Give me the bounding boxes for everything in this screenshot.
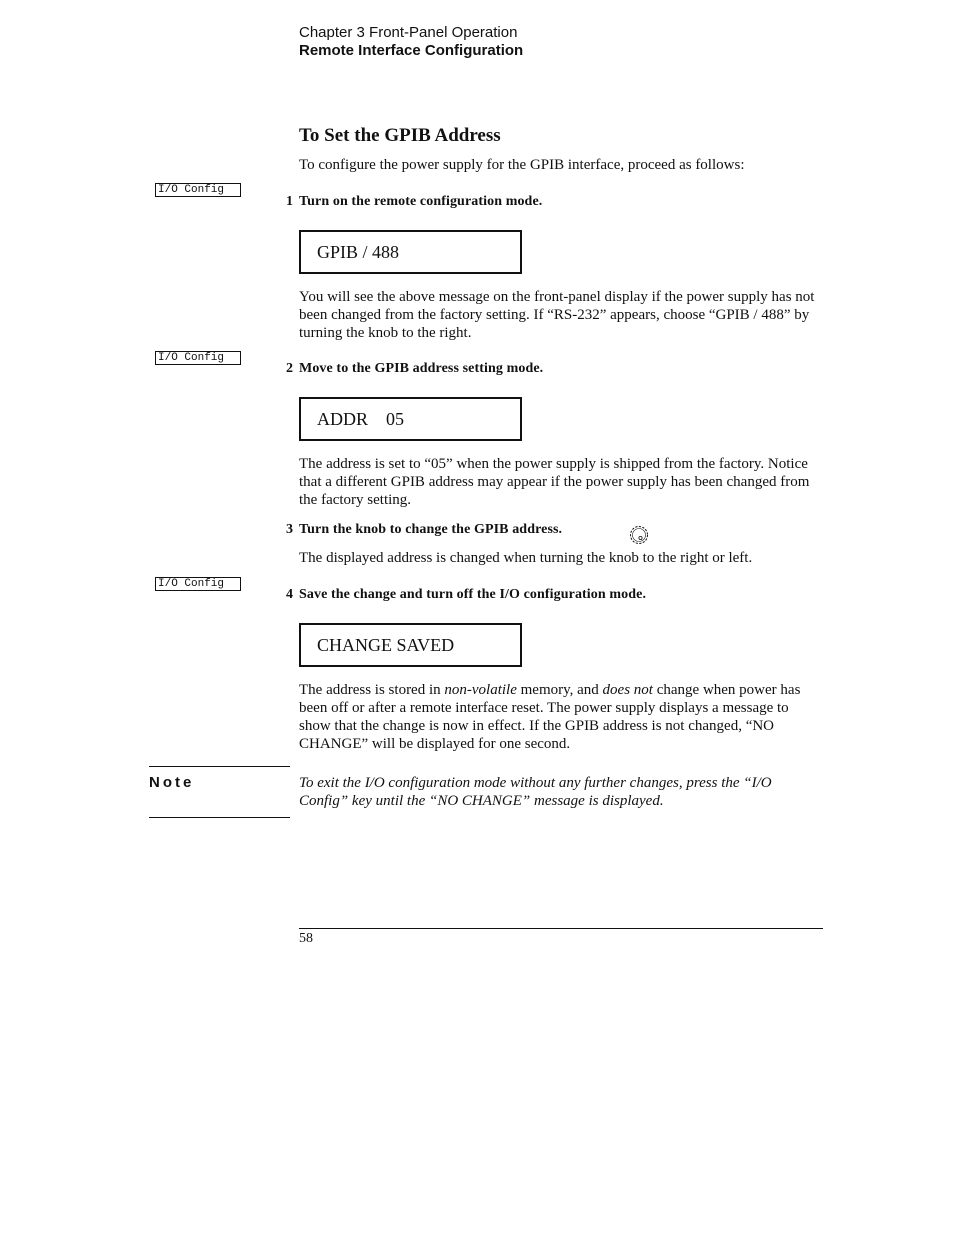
- paragraph-4-part-b: memory, and: [516, 682, 603, 698]
- knob-icon: [629, 525, 649, 550]
- note-bottom-rule: [149, 817, 290, 818]
- chapter-header: Chapter 3 Front-Panel Operation: [299, 24, 518, 41]
- step-text-4: Save the change and turn off the I/O configuration mode.: [299, 587, 647, 602]
- paragraph-4: [299, 681, 824, 753]
- paragraph-4-emphasis-2: does not: [602, 682, 653, 698]
- note-label: Note: [149, 774, 195, 791]
- paragraph-4-emphasis-1: non-volatile: [444, 682, 517, 698]
- page-title: To Set the GPIB Address: [299, 125, 501, 146]
- display-gpib: GPIB / 488: [299, 230, 522, 274]
- step-number-3: 3: [286, 522, 293, 537]
- step-text-1: Turn on the remote configuration mode.: [299, 194, 543, 209]
- footer-rule: [299, 928, 823, 929]
- note-top-rule: [149, 766, 290, 767]
- paragraph-4-part-c: change when power has been off or after a remote interface reset. The power supply displays a message to show that the change is now in effect. If the GPIB address is not changed, “NO CHANGE” will be displayed for one second.: [299, 682, 801, 752]
- display-change-saved: CHANGE SAVED: [299, 623, 522, 667]
- section-header: Remote Interface Configuration: [299, 42, 524, 59]
- note-text: To exit the I/O configuration mode without any further changes, press the “I/O Config” key until the “NO CHANGE” message is displayed.: [299, 775, 772, 809]
- io-config-key-3: I/O Config: [155, 577, 241, 591]
- step-number-2: 2: [286, 361, 293, 376]
- page-number: 58: [299, 931, 313, 946]
- step-text-3: Turn the knob to change the GPIB address.: [299, 522, 563, 537]
- step-text-2: Move to the GPIB address setting mode.: [299, 361, 544, 376]
- step-number-4: 4: [286, 587, 293, 602]
- io-config-key-2: I/O Config: [155, 351, 241, 365]
- paragraph-1: You will see the above message on the front-panel display if the power supply has not been changed from the factory setting. If “RS-232” appears, choose “GPIB / 488” by turning the knob to the right.: [299, 289, 815, 341]
- intro-paragraph: To configure the power supply for the GPIB interface, proceed as follows:: [299, 157, 745, 173]
- display-addr: ADDR 05: [299, 397, 522, 441]
- paragraph-3: The displayed address is changed when turning the knob to the right or left.: [299, 550, 753, 566]
- paragraph-2: The address is set to “05” when the power supply is shipped from the factory. Notice that a different GPIB address may appear if the power supply has been changed from the factory setting.: [299, 456, 810, 508]
- step-number-1: 1: [286, 194, 293, 209]
- io-config-key-1: I/O Config: [155, 183, 241, 197]
- paragraph-4-part-a: The address is stored in: [299, 682, 445, 698]
